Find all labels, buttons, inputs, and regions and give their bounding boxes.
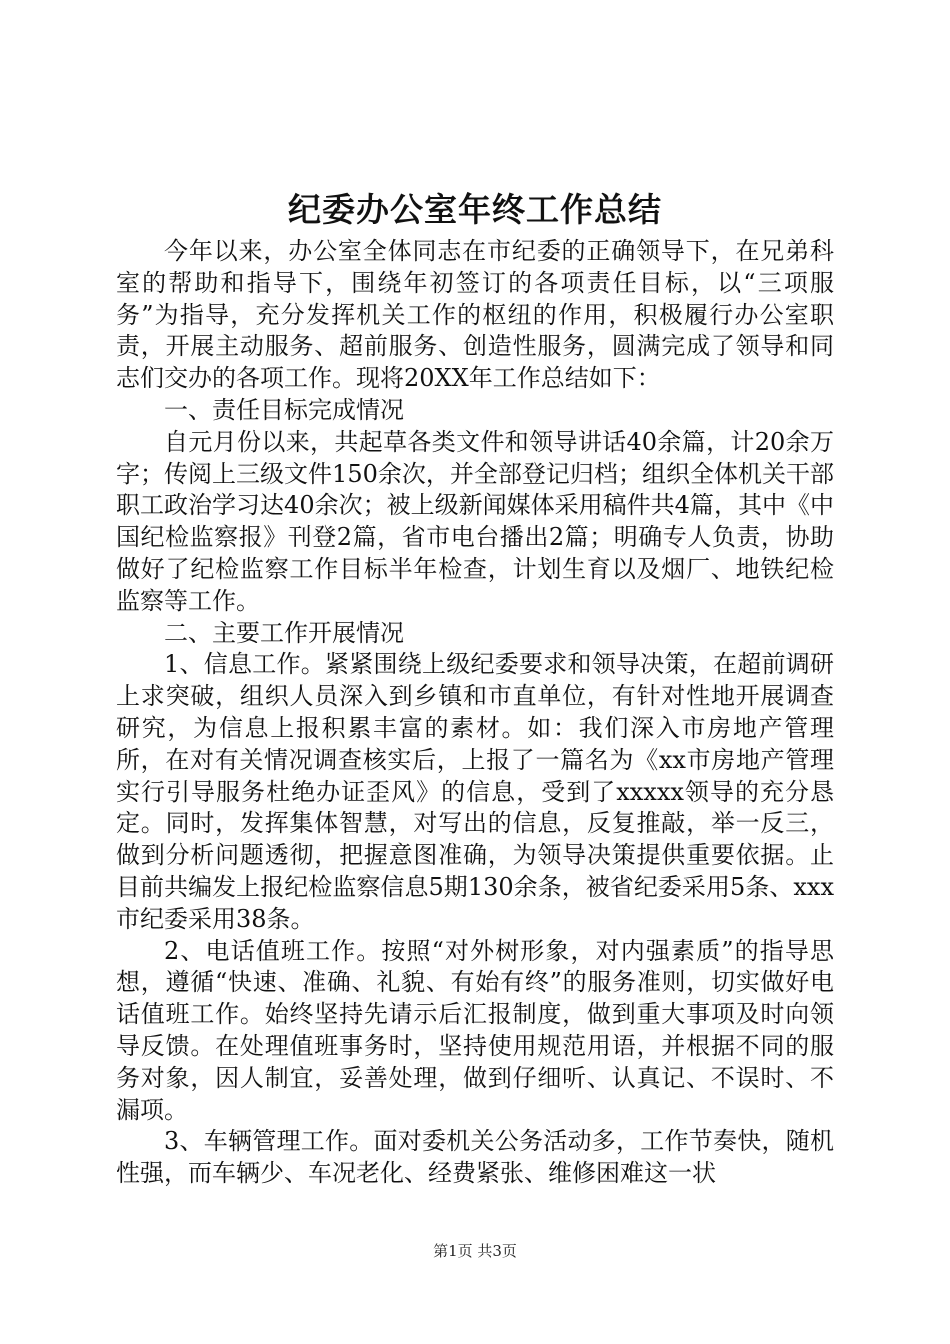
paragraph-vehicle-management: 3、车辆管理工作。面对委机关公务活动多，工作节奏快，随机性强，而车辆少、车况老化、经费紧张、维修困难这一状: [116, 1127, 834, 1188]
section-heading-2: 二、主要工作开展情况: [164, 618, 404, 647]
page-indicator: 第1页 共3页: [433, 1242, 517, 1260]
paragraph-information-work: 1、信息工作。紧紧围绕上级纪委要求和领导决策，在超前调研上求突破，组织人员深入到乡镇和市直单位，有针对性地开展调查研究，为信息上报积累丰富的素材。如：我们深入市房地产管理所，在对有关情况调查核实后，上报了一篇名为《xx市房地产管理实行引导服务杜绝办证歪风》的信息，受到了xxxxx领导的充分恳定。同时，发挥集体智慧，对写出的信息，反复推敲，举一反三，做到分析问题透彻，把握意图准确，为领导决策提供重要依据。止目前共编发上报纪检监察信息5期130余条，被省纪委采用5条、xxx市纪委采用38条。: [116, 650, 834, 933]
document-body: [116, 236, 834, 1190]
paragraph-targets: 自元月份以来，共起草各类文件和领导讲话40余篇，计20余万字；传阅上三级文件150余次，并全部登记归档；组织全体机关干部职工政治学习达40余次；被上级新闻媒体采用稿件共4篇，其中《中国纪检监察报》刊登2篇，省市电台播出2篇；明确专人负责，协助做好了纪检监察工作目标半年检查，计划生育以及烟厂、地铁纪检监察等工作。: [116, 427, 834, 615]
section-heading-1: 一、责任目标完成情况: [164, 395, 404, 424]
paragraph-intro: 今年以来，办公室全体同志在市纪委的正确领导下，在兄弟科室的帮助和指导下，围绕年初签订的各项责任目标，以“三项服务”为指导，充分发挥机关工作的枢纽的作用，积极履行办公室职责，开展主动服务、超前服务、创造性服务，圆满完成了领导和同志们交办的各项工作。现将20XX年工作总结如下：: [116, 237, 834, 393]
document-title: 纪委办公室年终工作总结: [288, 190, 662, 229]
paragraph-phone-duty: 2、电话值班工作。按照“对外树形象，对内强素质”的指导思想，遵循“快速、准确、礼貌、有始有终”的服务准则，切实做好电话值班工作。始终坚持先请示后汇报制度，做到重大事项及时向领导反馈。在处理值班事务时，坚持使用规范用语，并根据不同的服务对象，因人制宜，妥善处理，做到仔细听、认真记、不误时、不漏项。: [116, 936, 834, 1124]
